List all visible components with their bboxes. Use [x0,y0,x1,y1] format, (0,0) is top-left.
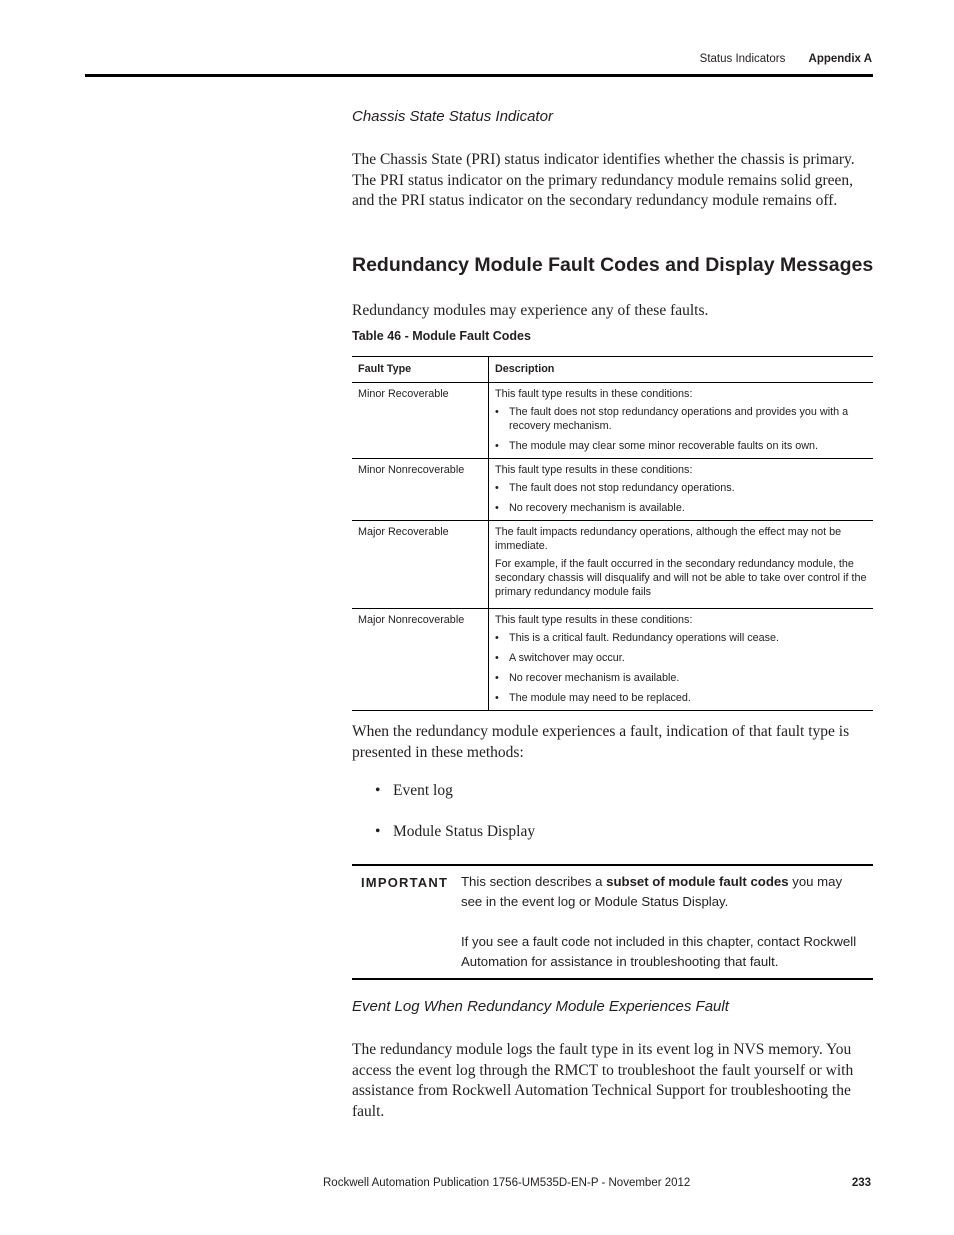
important-notice [352,864,873,980]
description-cell [489,459,874,521]
event-log-paragraph: The redundancy module logs the fault type in its event log in NVS memory. You access the event log through the RMCT to troubleshoot the fault yourself or with assistance from Rockwell Automation Technical Support for troubleshooting the fault. [352,1041,854,1120]
description-cell [489,383,874,459]
important-paragraph-2: If you see a fault code not included in this chapter, contact Rockwell Automation for assistance in troubleshooting that fault. [461,934,857,969]
section-heading: Redundancy Module Fault Codes and Display Messages [352,254,874,276]
condition-list [495,405,867,453]
condition-item: • This is a critical fault. Redundancy operations will cease. [495,631,867,645]
chassis-state-paragraph: The Chassis State (PRI) status indicator identifies whether the chassis is primary. The PRI status indicator on the primary redundancy module remains solid green, and the PRI status indicator on the secondary redundancy module remains off. [352,151,855,210]
description-line: This fault type results in these conditions: [495,614,693,626]
condition-item: • The module may clear some minor recoverable faults on its own. [495,439,867,453]
fault-type-cell: Minor Recoverable [358,388,449,400]
description-cell [489,609,874,711]
table-row [352,459,873,521]
important-text-start: This section describes a [461,874,607,889]
table-row [352,383,873,459]
footer-publication: Rockwell Automation Publication 1756-UM535D-EN-P - November 2012 [323,1177,691,1189]
methods-list [375,782,535,864]
condition-list [495,481,867,515]
table-row [352,521,873,609]
description-line: This fault type results in these conditions: [495,388,693,400]
list-item: • Module Status Display [375,823,535,864]
description-line: The fault impacts redundancy operations, although the effect may not be immediate. [495,526,842,552]
condition-item: • The module may need to be replaced. [495,691,867,705]
condition-item: • No recovery mechanism is available. [495,501,867,515]
table-row [352,609,873,711]
event-log-subheading: Event Log When Redundancy Module Experiences Fault [352,998,729,1015]
fault-type-cell: Major Nonrecoverable [358,614,465,626]
header-description: Description [489,357,874,383]
header-appendix-label: Appendix A [808,53,872,65]
list-item: • Event log [375,782,535,823]
important-label: IMPORTANT [361,875,449,890]
table-header-row [352,357,873,383]
condition-list [495,631,867,705]
table-caption: Table 46 - Module Fault Codes [352,329,531,343]
chassis-state-subheading: Chassis State Status Indicator [352,108,553,125]
condition-item: • The fault does not stop redundancy operations and provides you with a recovery mechanism. [495,405,867,433]
footer-page-number: 233 [851,1177,871,1189]
description-line: This fault type results in these conditions: [495,464,693,476]
header-rule [85,74,873,77]
description-cell [489,521,874,609]
important-text-end: you may see in the event log or Module Status Display. [461,874,843,909]
fault-type-cell: Major Recoverable [358,526,449,538]
condition-item: • No recover mechanism is available. [495,671,867,685]
description-line: For example, if the fault occurred in the secondary redundancy module, the secondary chassis will disqualify and will not be able to take over control if the primary redundancy module fails [495,558,867,598]
condition-item: • A switchover may occur. [495,651,867,665]
important-text [461,872,866,972]
fault-codes-table [352,356,873,711]
condition-item: • The fault does not stop redundancy operations. [495,481,867,495]
running-header [700,53,872,65]
important-emphasis: subset of module fault codes [606,874,789,889]
header-section-title: Status Indicators [699,53,786,65]
header-fault-type: Fault Type [358,363,412,375]
fault-type-cell: Minor Nonrecoverable [358,464,465,476]
methods-paragraph: When the redundancy module experiences a fault, indication of that fault type is presented in these methods: [352,723,850,761]
important-paragraph-1 [461,872,866,912]
section-intro: Redundancy modules may experience any of these faults. [352,302,709,319]
